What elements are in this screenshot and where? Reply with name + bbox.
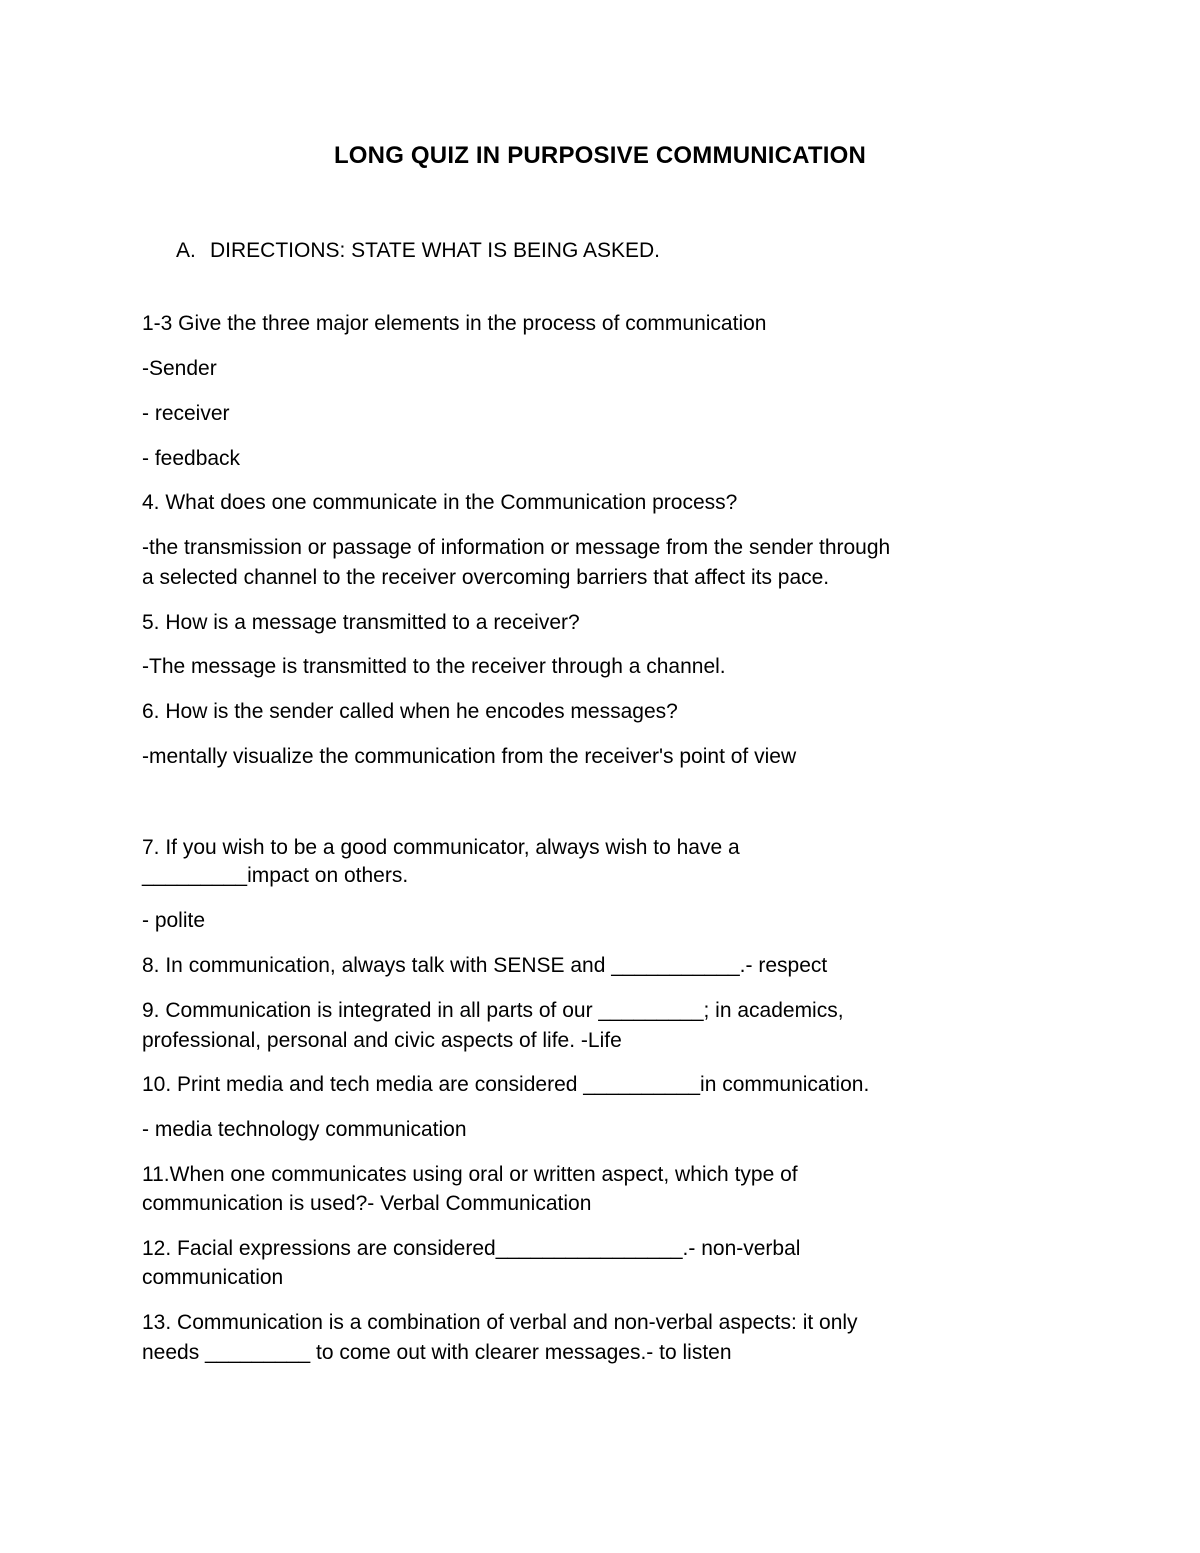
document-title: LONG QUIZ IN PURPOSIVE COMMUNICATION: [333, 142, 867, 169]
question-12-line1: 12. Facial expressions are considered________________.- non-verbal: [142, 1237, 801, 1260]
question-13-line1: 13. Communication is a combination of verbal and non-verbal aspects: it only: [142, 1311, 858, 1334]
question-9-line2: professional, personal and civic aspects of life. -Life: [142, 1029, 622, 1052]
question-6: 6. How is the sender called when he encodes messages?: [142, 700, 678, 723]
answer-4-line2: a selected channel to the receiver overcoming barriers that affect its pace.: [142, 566, 830, 589]
question-1-3: 1-3 Give the three major elements in the process of communication: [142, 312, 767, 335]
directions-line: [176, 236, 660, 266]
answer-6: -mentally visualize the communication from the receiver's point of view: [142, 745, 797, 768]
answer-10: - media technology communication: [142, 1118, 467, 1141]
question-5: 5. How is a message transmitted to a receiver?: [142, 611, 580, 634]
answer-sender: -Sender: [142, 357, 217, 380]
answer-5: -The message is transmitted to the receiver through a channel.: [142, 655, 726, 678]
question-7-line1: 7. If you wish to be a good communicator, always wish to have a: [142, 836, 740, 859]
answer-4-line1: -the transmission or passage of information or message from the sender through: [142, 536, 891, 559]
question-4: 4. What does one communicate in the Communication process?: [142, 491, 738, 514]
answer-receiver: - receiver: [142, 402, 230, 425]
directions-marker: A.: [176, 239, 196, 262]
question-11-line1: 11.When one communicates using oral or written aspect, which type of: [142, 1163, 798, 1186]
question-10: 10. Print media and tech media are considered __________in communication.: [142, 1073, 870, 1096]
answer-feedback: - feedback: [142, 447, 241, 470]
question-8: 8. In communication, always talk with SENSE and ___________.- respect: [142, 954, 828, 977]
question-7-line2: _________impact on others.: [142, 864, 409, 887]
directions-text: DIRECTIONS: STATE WHAT IS BEING ASKED.: [210, 239, 661, 262]
question-13-line2: needs _________ to come out with clearer messages.- to listen: [142, 1341, 732, 1364]
answer-7: - polite: [142, 909, 206, 932]
question-12-line2: communication: [142, 1266, 284, 1289]
question-11-line2: communication is used?- Verbal Communication: [142, 1192, 592, 1215]
question-9-line1: 9. Communication is integrated in all parts of our _________; in academics,: [142, 999, 844, 1022]
